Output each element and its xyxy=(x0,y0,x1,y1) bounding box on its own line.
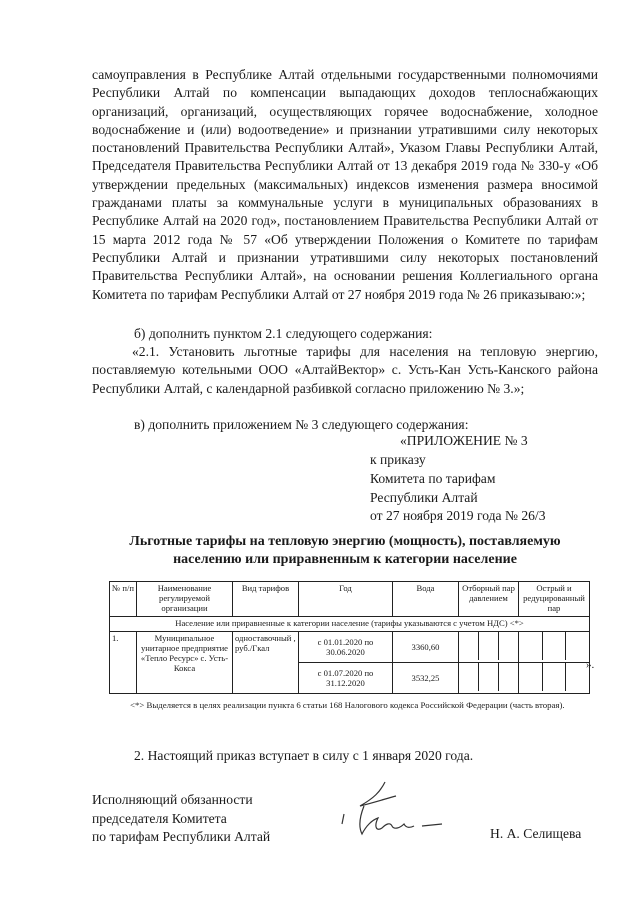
signature-line-2: председателя Комитета xyxy=(92,810,227,826)
row-tariff-type: одноставочный , руб./Гкал xyxy=(233,632,299,694)
footnote: <*> Выделяется в целях реализации пункта 6 статьи 168 Налогового кодекса Российской Федерации (часть вторая). xyxy=(130,700,565,710)
handwritten-signature-icon xyxy=(330,776,450,846)
appendix-line-2: к приказу xyxy=(370,452,426,467)
header-sharp-steam: Острый и редуцированный пар xyxy=(519,582,590,617)
appendix-line-3: Комитета по тарифам xyxy=(370,471,496,486)
header-organization: Наименование регулируемой организации xyxy=(137,582,233,617)
body-paragraph-1: самоуправления в Республике Алтай отдельными государственными полномочиями Республики Алтай по компенсации выпадающих доходов теплоснабжающих организаций, организаций, осуществляющих горячее водоснабжение, холодное водоснабжение и (или) водоотведение» и признании утратившими силу некоторых постановлений Правительства Республики Алтай», Указом Главы Республики Алтай, Председателя Правительства Республики Алтай от 13 декабря 2019 года № 330-у «Об утверждении предельных (максимальных) индексов изменения размера вносимой гражданами платы за коммунальные услуги в муниципальных образованиях в Республике Алтай на 2020 год», постановлением Правительства Республики Алтай от 15 марта 2012 года № 57 «Об утверждении Положения о Комитете по тарифам Республики Алтай и признании утратившими силу некоторых постановлений Правительства Республики Алтай», на основании решения Коллегиального органа Комитета по тарифам Республики Алтай от 27 ноября 2019 года № 26 приказываю:»; xyxy=(92,67,598,302)
sharp-cells-1 xyxy=(519,632,590,663)
row-number: 1. xyxy=(110,632,137,694)
point-v: в) дополнить приложением № 3 следующего содержания: xyxy=(134,417,469,432)
appendix-line-5: от 27 ноября 2019 года № 26/3 xyxy=(370,508,546,523)
header-extracted-steam: Отборный пар давлением xyxy=(459,582,519,617)
point-b: б) дополнить пунктом 2.1 следующего содержания: xyxy=(134,326,433,341)
header-year: Год xyxy=(299,582,393,617)
row-value-1: 3360,60 xyxy=(393,632,459,663)
signature-block xyxy=(92,791,270,847)
table-title-line-1: Льготные тарифы на тепловую энергию (мощность), поставляемую xyxy=(129,534,561,549)
table-row xyxy=(110,632,590,663)
steam-cells-1 xyxy=(459,632,519,663)
signatory-name: Н. А. Селищева xyxy=(490,826,582,841)
table-header-row xyxy=(110,582,590,617)
row-organization: Муниципальное унитарное предприятие «Тепло Ресурс» с. Усть-Кокса xyxy=(137,632,233,694)
signature-line-3: по тарифам Республики Алтай xyxy=(92,829,271,844)
row-value-2: 3532,25 xyxy=(393,663,459,694)
appendix-heading: «ПРИЛОЖЕНИЕ № 3 xyxy=(400,433,528,448)
table-end-mark: ». xyxy=(586,659,595,671)
row-period-2: с 01.07.2020 по 31.12.2020 xyxy=(299,663,393,694)
header-water: Вода xyxy=(393,582,459,617)
appendix-line-4: Республики Алтай xyxy=(370,490,478,505)
point-2-1: «2.1. Установить льготные тарифы для населения на тепловую энергию, поставляемую котельными ООО «АлтайВектор» с. Усть-Кан Усть-Канского района Республики Алтай, с календарной разбивкой согласно приложению № 3.»; xyxy=(92,344,598,396)
header-number: № п/п xyxy=(110,582,137,617)
section-label: Население или приравненные к категории население (тарифы указываются с учетом НДС) <*> xyxy=(110,617,590,632)
table-title-line-2: населению или приравненным к категории население xyxy=(173,552,517,567)
closing-clause: 2. Настоящий приказ вступает в силу с 1 января 2020 года. xyxy=(134,748,474,763)
steam-cells-2 xyxy=(459,663,519,694)
table-section-row xyxy=(110,617,590,632)
signature-line-1: Исполняющий обязанности xyxy=(92,792,253,807)
sharp-cells-2 xyxy=(519,663,590,694)
tariff-table xyxy=(109,581,590,694)
row-period-1: с 01.01.2020 по 30.06.2020 xyxy=(299,632,393,663)
header-tariff-type: Вид тарифов xyxy=(233,582,299,617)
